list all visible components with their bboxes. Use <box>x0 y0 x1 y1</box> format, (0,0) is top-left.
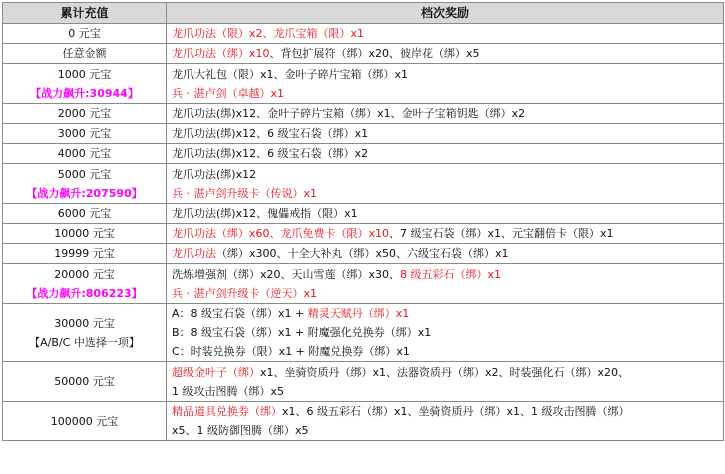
reward-line <box>172 304 723 323</box>
highlight-reward-text: 龙爪功法（绑）x60、龙爪免费卡（限）x10 <box>172 227 390 240</box>
amount-cell <box>3 264 167 304</box>
reward-cell <box>167 144 724 164</box>
reward-text: 洗炼增强剂（绑）x20、天山雪莲（绑）x30、 <box>172 267 401 281</box>
reward-line <box>172 342 723 361</box>
highlight-reward-text: 龙爪功法 <box>172 247 216 260</box>
amount-label: 任意金额 <box>62 47 107 60</box>
highlight-reward-text: 超级金叶子（绑） <box>172 365 260 379</box>
reward-text: 龙爪功法(绑)x12、金叶子碎片宝箱（绑）x1、金叶子宝箱钥匙（绑）x2 <box>172 107 526 120</box>
reward-line <box>172 382 723 401</box>
amount-label: 10000 元宝 <box>54 227 115 240</box>
reward-cell <box>167 362 724 402</box>
reward-line <box>172 265 723 284</box>
header-amount: 累计充值 <box>3 3 167 24</box>
highlight-reward-text: 兵 · 湛卢剑升级卡（传说）x1 <box>172 186 317 200</box>
reward-text: 1 级攻击图腾（绑）x5 <box>172 384 285 398</box>
reward-cell <box>167 224 724 244</box>
reward-cell <box>167 24 724 44</box>
table-row <box>3 204 724 224</box>
amount-cell <box>3 304 167 362</box>
power-note: 【战力飙升:30944】 <box>30 86 139 100</box>
reward-cell <box>167 104 724 124</box>
reward-cell <box>167 164 724 204</box>
reward-line <box>172 204 723 223</box>
amount-label: 0 元宝 <box>68 27 101 40</box>
reward-text: B：8 级宝石袋（绑）x1 + 附魔强化兑换券（绑）x1 <box>172 326 432 339</box>
highlight-reward-text: 兵 · 湛卢剑（卓越）x1 <box>172 86 284 100</box>
reward-text: 、背包扩展符（绑）x20、彼岸花（绑）x5 <box>269 47 480 60</box>
amount-cell <box>3 402 167 441</box>
reward-text: x5、1 级防御图腾（绑）x5 <box>172 424 309 437</box>
table-row <box>3 144 724 164</box>
reward-cell <box>167 304 724 362</box>
reward-line <box>172 84 723 103</box>
reward-line <box>172 402 723 421</box>
amount-label: 6000 元宝 <box>57 207 112 220</box>
reward-line <box>172 284 723 303</box>
header-reward: 档次奖励 <box>167 3 724 24</box>
amount-label: 30000 元宝 <box>54 316 115 330</box>
amount-label: 2000 元宝 <box>57 107 112 120</box>
highlight-reward-text: 8 级五彩石（绑）x1 <box>400 267 502 281</box>
power-note: 【战力飙升:207590】 <box>26 186 143 200</box>
amount-cell <box>3 164 167 204</box>
table-row <box>3 24 724 44</box>
reward-text: A：8 级宝石袋（绑）x1 + <box>172 307 308 320</box>
amount-label: 5000 元宝 <box>57 167 112 181</box>
reward-line <box>172 224 723 243</box>
reward-table <box>2 2 724 441</box>
amount-label: 19999 元宝 <box>54 247 115 260</box>
power-note: 【战力飙升:806223】 <box>26 286 143 300</box>
table-row <box>3 362 724 402</box>
table-row <box>3 244 724 264</box>
reward-text: 龙爪大礼包（限）x1、金叶子碎片宝箱（绑）x1 <box>172 67 409 81</box>
table-row <box>3 402 724 441</box>
table-row <box>3 64 724 104</box>
reward-text: 、7 级宝石袋（绑）x1、元宝翻倍卡（限）x1 <box>389 227 614 240</box>
highlight-reward-text: 兵 · 湛卢剑升级卡（逆天）x1 <box>172 286 317 300</box>
reward-cell <box>167 44 724 64</box>
reward-line <box>172 65 723 84</box>
amount-cell <box>3 204 167 224</box>
reward-line <box>172 124 723 143</box>
highlight-reward-text: 龙爪功法（限）x2、龙爪宝箱（限）x1 <box>172 27 365 40</box>
table-row <box>3 224 724 244</box>
reward-text: 龙爪功法(绑)x12、6 级宝石袋（绑）x2 <box>172 147 369 160</box>
table-row <box>3 304 724 362</box>
reward-text: 龙爪功法(绑)x12、傀儡戒指（限）x1 <box>172 207 358 220</box>
reward-cell <box>167 124 724 144</box>
reward-line <box>172 184 723 203</box>
reward-cell <box>167 204 724 224</box>
reward-line <box>172 323 723 342</box>
reward-cell <box>167 64 724 104</box>
reward-cell <box>167 402 724 441</box>
reward-line <box>172 144 723 163</box>
reward-line <box>172 244 723 263</box>
amount-cell <box>3 44 167 64</box>
amount-label: 20000 元宝 <box>54 267 115 281</box>
amount-label: 50000 元宝 <box>54 375 115 388</box>
amount-cell <box>3 124 167 144</box>
table-row <box>3 164 724 204</box>
reward-line <box>172 165 723 184</box>
reward-text: x1、6 级五彩石（绑）x1、坐骑资质丹（绑）x1、1 级攻击图腾（绑） <box>282 405 630 418</box>
power-note: 【A/B/C 中选择一项】 <box>29 335 140 349</box>
reward-line <box>172 44 723 63</box>
reward-text: 龙爪功法(绑)x12、6 级宝石袋（绑）x1 <box>172 127 369 140</box>
amount-label: 1000 元宝 <box>57 67 112 81</box>
table-row <box>3 104 724 124</box>
reward-text: （绑）x300、十全大补丸（绑）x50、六级宝石袋（绑）x1 <box>216 247 509 260</box>
table-row <box>3 44 724 64</box>
amount-cell <box>3 244 167 264</box>
amount-cell <box>3 64 167 104</box>
amount-label: 4000 元宝 <box>57 147 112 160</box>
amount-cell <box>3 224 167 244</box>
reward-text: C：时装兑换券（限）x1 + 附魔兑换券（绑）x1 <box>172 345 410 358</box>
reward-text: x1、坐骑资质丹（绑）x1、法器资质丹（绑）x2、时装强化石（绑）x20、 <box>260 365 630 379</box>
amount-cell <box>3 362 167 402</box>
reward-line <box>172 363 723 382</box>
reward-cell <box>167 264 724 304</box>
highlight-reward-text: 精品道具兑换券（绑） <box>172 405 282 418</box>
amount-cell <box>3 24 167 44</box>
highlight-reward-text: 龙爪功法（绑）x10 <box>172 47 270 60</box>
reward-cell <box>167 244 724 264</box>
reward-line <box>172 104 723 123</box>
highlight-reward-text: 精灵天赋丹（绑）x1 <box>307 307 410 320</box>
reward-text: 龙爪功法(绑)x12 <box>172 167 257 181</box>
reward-line <box>172 421 723 440</box>
reward-line <box>172 24 723 43</box>
table-header-row <box>3 3 724 24</box>
table-row <box>3 124 724 144</box>
amount-label: 100000 元宝 <box>50 414 119 428</box>
amount-cell <box>3 104 167 124</box>
amount-cell <box>3 144 167 164</box>
amount-label: 3000 元宝 <box>57 127 112 140</box>
table-row <box>3 264 724 304</box>
